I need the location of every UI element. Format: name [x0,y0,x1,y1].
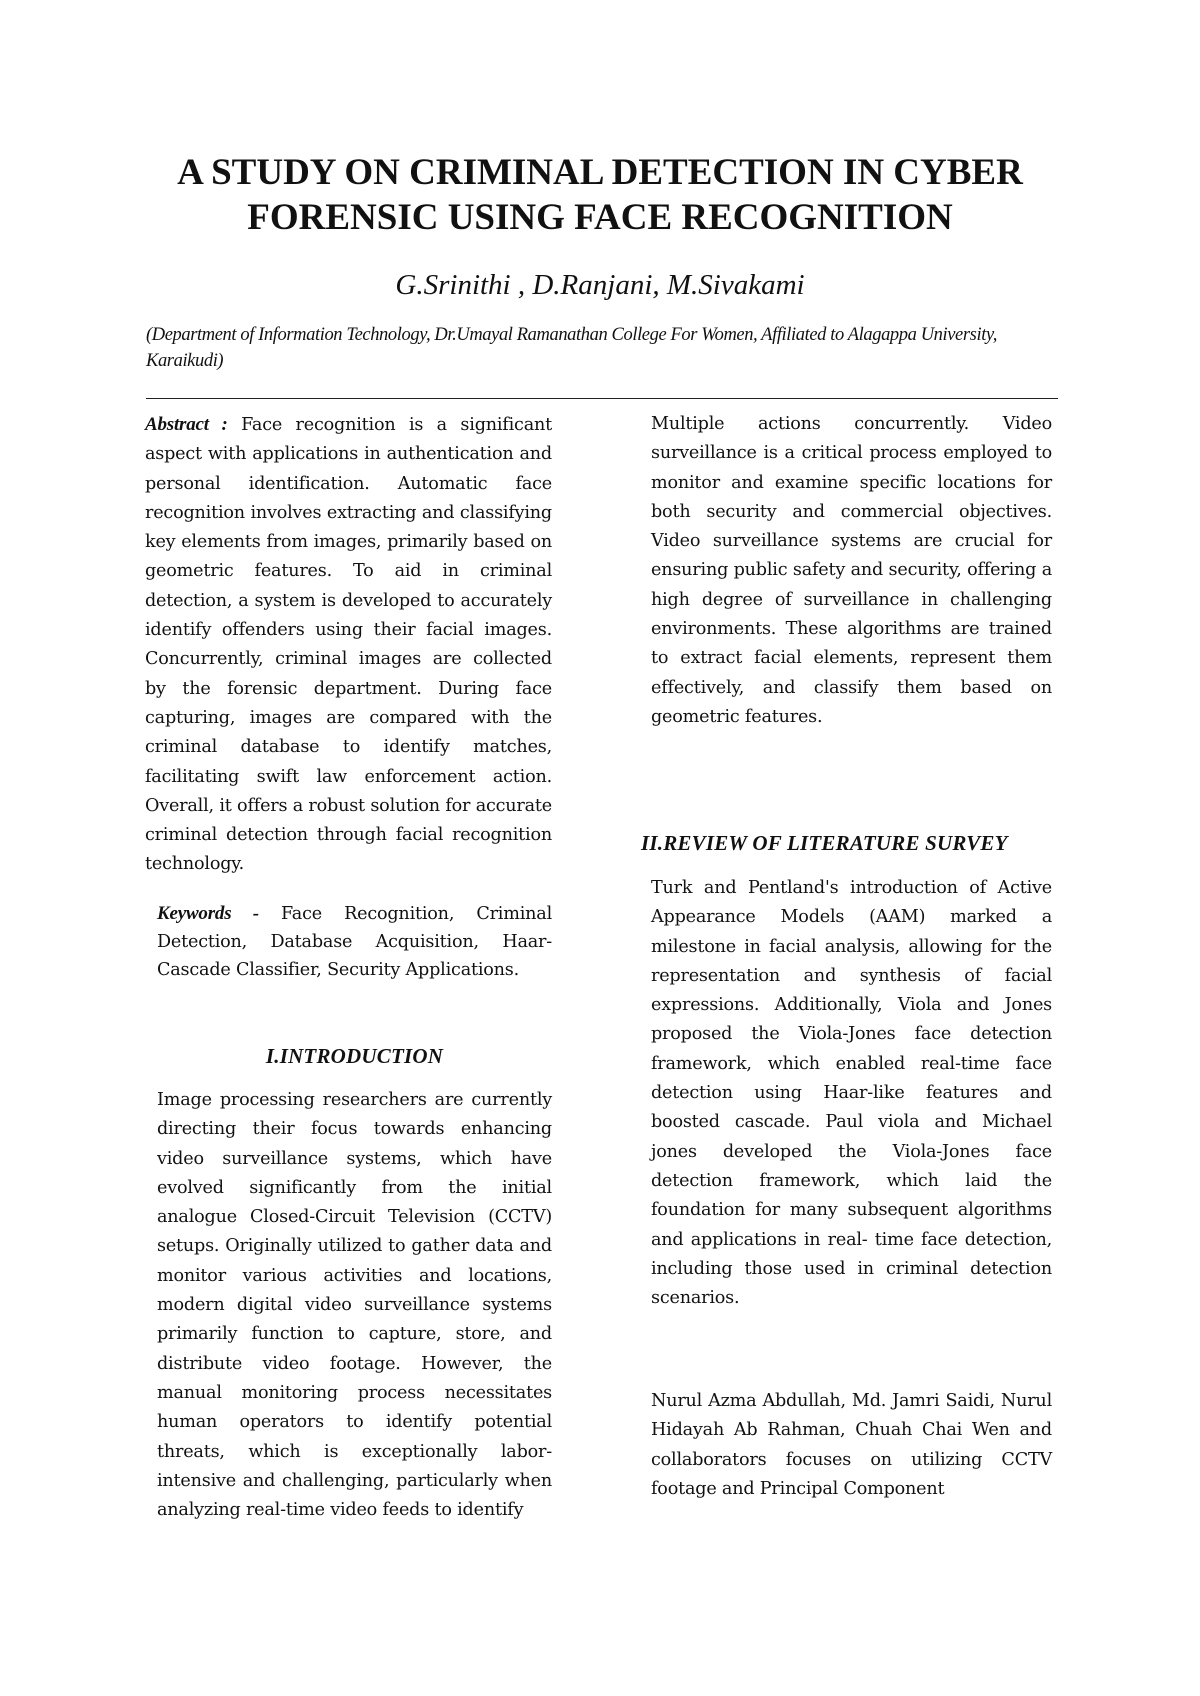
introduction-heading: I.INTRODUCTION [265,1044,444,1068]
keywords-paragraph [157,900,552,984]
introduction-paragraph: Image processing researchers are currently directing their focus towards enhancing video surveillance systems, which have evolved significantly from the initial analogue Closed-Circuit Television (CCTV) setups. Originally utilized to gather data and monitor various activities and locations, modern digital video surveillance systems primarily function to capture, store, and distribute video footage. However, the manual monitoring process necessitates human operators to identify potential threats, which is exceptionally labor-intensive and challenging, particularly when analyzing real-time video feeds to identify [157,1090,552,1521]
keywords-label: Keywords - [157,903,259,924]
abstract-paragraph [145,410,552,880]
paper-title: A STUDY ON CRIMINAL DETECTION IN CYBER FORENSIC USING FACE RECOGNITION [177,152,1023,238]
author-list: G.Srinithi , D.Ranjani, M.Sivakami [395,269,805,301]
author-affiliation: (Department of Information Technology, Dr.Umayal Ramanathan College For Women, Affiliated to Alagappa University, Karaikudi) [146,325,997,371]
abstract-text: Face recognition is a significant aspect with applications in authentication and personal identification. Automatic face recognition involves extracting and classifying key elements from images, primarily based on geometric features. To aid in criminal detection, a system is developed to accurately identify offenders using their facial images. Concurrently, criminal images are collected by the forensic department. During face capturing, images are compared with the criminal database to identify matches, facilitating swift law enforcement action. Overall, it offers a robust solution for accurate criminal detection through facial recognition technology. [145,415,552,875]
review-paragraph-2: Nurul Azma Abdullah, Md. Jamri Saidi, Nurul Hidayah Ab Rahman, Chuah Chai Wen and collaborators focuses on utilizing CCTV footage and Principal Component [651,1391,1052,1499]
abstract-label: Abstract : [145,414,228,435]
keywords-text: Face Recognition, Criminal Detection, Database Acquisition, Haar-Cascade Classifier, Security Applications. [157,904,552,980]
review-heading: II.REVIEW OF LITERATURE SURVEY [641,831,1008,855]
introduction-continuation: Multiple actions concurrently. Video surveillance is a critical process employed to monitor and examine specific locations for both security and commercial objectives. Video surveillance systems are crucial for ensuring public safety and security, offering a high degree of surveillance in challenging environments. These algorithms are trained to extract facial elements, represent them effectively, and classify them based on geometric features. [651,414,1052,727]
header-divider [146,398,1058,399]
review-paragraph-1: Turk and Pentland's introduction of Active Appearance Models (AAM) marked a milestone in facial analysis, allowing for the representation and synthesis of facial expressions. Additionally, Viola and Jones proposed the Viola-Jones face detection framework, which enabled real-time face detection using Haar-like features and boosted cascade. Paul viola and Michael jones developed the Viola-Jones face detection framework, which laid the foundation for many subsequent algorithms and applications in real- time face detection, including those used in criminal detection scenarios. [651,878,1052,1309]
